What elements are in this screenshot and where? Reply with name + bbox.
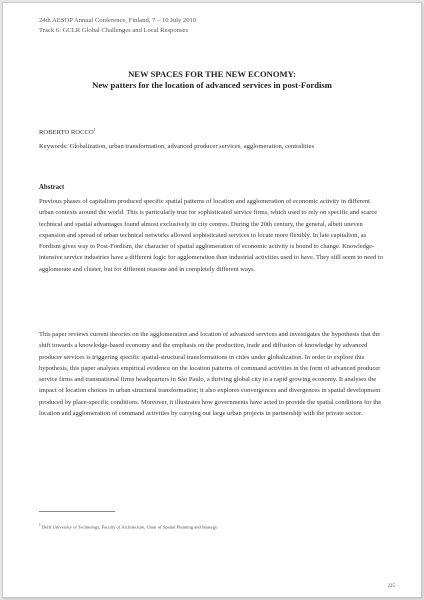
footnote-text: Delft University of Technology, Faculty of Architecture, Chair of Spatial Planning and Strategy bbox=[41, 524, 218, 530]
author-line bbox=[39, 127, 96, 136]
paper-title bbox=[3, 69, 421, 91]
abstract-paragraph-2: This paper reviews current theories on the agglomeration and location of advanced services and investigates the hypothesis that the shift towards a knowledge-based economy and the emphasis on the production, trade and diffusion of knowledge by advanced producer services is triggering specific spatial-structural transformations in cities under globalization. In order to explore this hypothesis, this paper analyses empirical evidence on the location patterns of command activities in the form of advanced producer service firms and transnational firms headquarters in São Paulo, a thriving global city in a rapid growing economy. It analyses the impact of location choices in urban structural transformation; it also explores convergences and divergences in spatial development produced by place-specific conditions. Moreover, it illustrates how governments have acted to provide the spatial conditions for the location and agglomeration of command activities by carrying out large urban projects in partnership with the private sector. bbox=[39, 331, 382, 418]
footnote-rule bbox=[39, 511, 115, 512]
running-header bbox=[39, 16, 196, 35]
abstract-paragraph-1: Previous phases of capitalism produced specific spatial patterns of location and agglomeration of economic activity in different urban contexts around the world. This is particularly true for sophisticated service firms, which used to rely on specific and scarce technical and spatial advantages found almost exclusively in city centres. During the 20th century, the general, albeit uneven expansion and spread of urban technical networks allowed sophisticated services to locate more flexibly. In late capitalism, as Fordism gives way to Post-Fordism, the character of spatial agglomeration of economic activity is bound to change. Knowledge-intensive service industries have a different logic for agglomeration than industrial activities used to have. They still seem to need to agglomerate and cluster, but for different reasons and in completely different ways. bbox=[39, 198, 383, 273]
footnote bbox=[39, 523, 217, 530]
author-name: ROBERTO ROCCO bbox=[39, 129, 94, 137]
track-line: Track 6: GCLR Global Challenges and Local Responses bbox=[39, 26, 189, 34]
abstract-heading: Abstract bbox=[39, 184, 65, 191]
footnote-mark: 1 bbox=[39, 523, 41, 527]
title-subtitle: New patters for the location of advanced services in post-Fordism bbox=[92, 80, 332, 90]
keywords: Keywords: Globalization, urban transformation, advanced producer services, agglomeration, centralities bbox=[39, 143, 315, 150]
title-main: NEW SPACES FOR THE NEW ECONOMY: bbox=[128, 69, 296, 79]
page-number: 225 bbox=[387, 584, 395, 589]
document-page bbox=[2, 2, 422, 598]
author-footnote-mark: 1 bbox=[93, 127, 96, 132]
conference-line: 24th AESOP Annual Conference, Finland, 7 – 10 July 2010 bbox=[39, 17, 197, 24]
